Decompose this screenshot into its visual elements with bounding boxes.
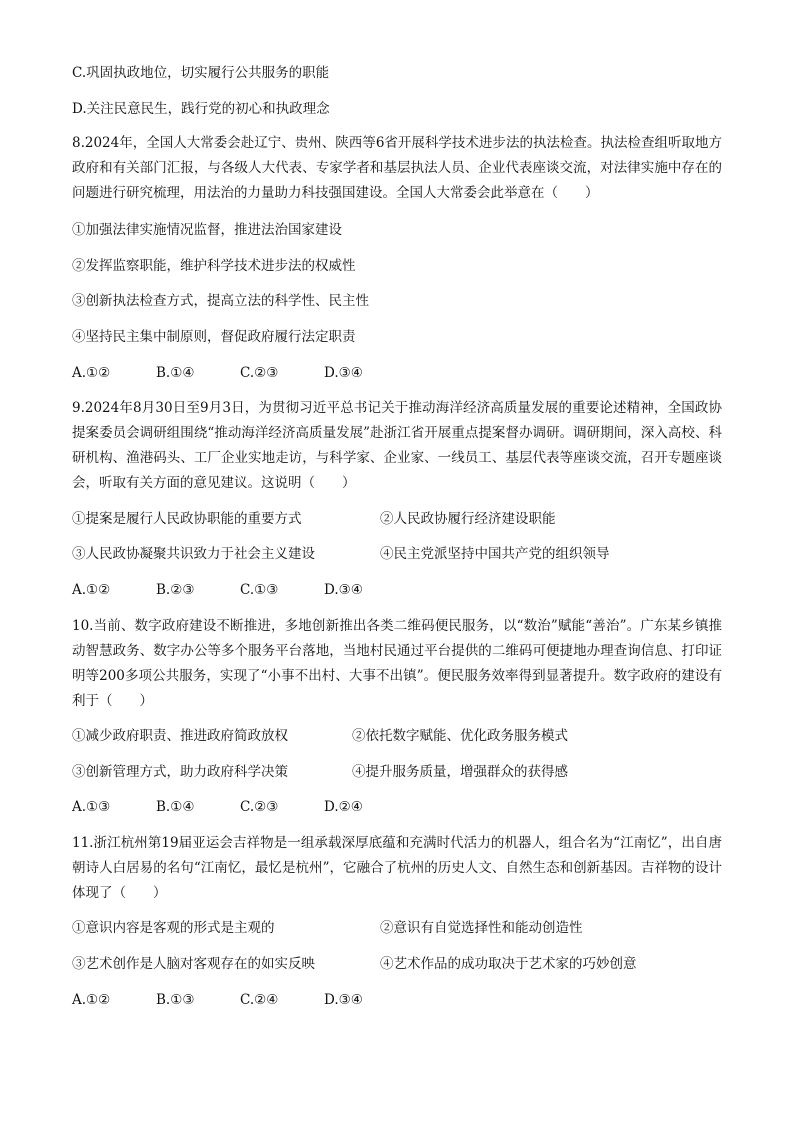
q11-choice-b: B.①③ — [156, 992, 195, 1008]
q11-choice-a: A.①② — [72, 992, 111, 1008]
q8-statement-2: ②发挥监察职能，维护科学技术进步法的权威性 — [72, 258, 356, 274]
q10-statement-1: ①减少政府职责、推进政府简政放权 — [72, 728, 288, 744]
q8-choice-b: B.①④ — [156, 365, 195, 381]
q8-statement-1: ①加强法律实施情况监督，推进法治国家建设 — [72, 222, 342, 238]
q10-statement-2: ②依托数字赋能、优化政务服务模式 — [352, 728, 568, 744]
q9-choice-b: B.②③ — [156, 582, 195, 598]
q11-statement-1: ①意识内容是客观的形式是主观的 — [72, 920, 275, 936]
question-8-stem: 8.2024年，全国人大常委会赴辽宁、贵州、陕西等6省开展科学技术进步法的执法检查。执法检查组听取地方政府和有关部门汇报，与各级人大代表、专家学者和基层执法人员、企业代表座谈交流，对法律实施中存在的问题进行研究梳理，用法治的力量助力科技强国建设。全国人大常委会此举意在（ ） — [72, 135, 722, 201]
question-9-stem: 9.2024年8月30日至9月3日，为贯彻习近平总书记关于推动海洋经济高质量发展的重要论述精神，全国政协提案委员会调研组围绕“推动海洋经济高质量发展”赴浙江省开展重点提案督办调研。调研期间，深入高校、科研机构、渔港码头、工厂企业实地走访，与科学家、企业家、一线员工、基层代表等座谈交流，召开专题座谈会，听取有关方面的意见建议。这说明（ ） — [72, 400, 722, 491]
q11-statement-2: ②意识有自觉选择性和能动创造性 — [380, 920, 583, 936]
q8-choice-a: A.①② — [72, 365, 111, 381]
q11-choice-d: D.③④ — [324, 992, 363, 1008]
q8-choice-d: D.③④ — [324, 365, 363, 381]
q11-choice-c: C.②④ — [240, 992, 279, 1008]
q9-statement-3: ③人民政协凝聚共识致力于社会主义建设 — [72, 546, 315, 562]
q8-choice-c: C.②③ — [240, 365, 279, 381]
q9-statement-2: ②人民政协履行经济建设职能 — [380, 511, 556, 527]
q8-statement-3: ③创新执法检查方式，提高立法的科学性、民主性 — [72, 293, 369, 309]
q10-choice-c: C.②③ — [240, 799, 279, 815]
question-10-stem: 10.当前、数字政府建设不断推进，多地创新推出各类二维码便民服务，以“数治”赋能“善治”。广东某乡镇推动智慧政务、数字办公等多个服务平台落地，当地村民通过平台提供的二维码可便捷地办理查询信息、打印证明等200多项公共服务，实现了“小事不出村、大事不出镇”。便民服务效率得到显著提升。数字政府的建设有利于（ ） — [72, 618, 722, 709]
q10-choice-a: A.①③ — [72, 799, 111, 815]
q10-statement-4: ④提升服务质量，增强群众的获得感 — [352, 764, 568, 780]
q9-choice-c: C.①③ — [240, 582, 279, 598]
prev-option-d: D.关注民意民生，践行党的初心和执政理念 — [72, 101, 330, 117]
q10-statement-3: ③创新管理方式，助力政府科学决策 — [72, 764, 288, 780]
q9-statement-4: ④民主党派坚持中国共产党的组织领导 — [380, 546, 610, 562]
q9-choice-a: A.①② — [72, 582, 111, 598]
question-11-stem: 11.浙江杭州第19届亚运会吉祥物是一组承载深厚底蕴和充满时代活力的机器人，组合名为“江南忆”，出自唐朝诗人白居易的名句“江南忆，最忆是杭州”，它融合了杭州的历史人文、自然生态和创新基因。吉祥物的设计体现了（ ） — [72, 835, 722, 901]
q9-choice-d: D.③④ — [324, 582, 363, 598]
q11-statement-3: ③艺术创作是人脑对客观存在的如实反映 — [72, 956, 315, 972]
q9-statement-1: ①提案是履行人民政协职能的重要方式 — [72, 511, 302, 527]
prev-option-c: C.巩固执政地位，切实履行公共服务的职能 — [72, 65, 330, 81]
q8-statement-4: ④坚持民主集中制原则，督促政府履行法定职责 — [72, 329, 356, 345]
q11-statement-4: ④艺术作品的成功取决于艺术家的巧妙创意 — [380, 956, 637, 972]
q10-choice-d: D.②④ — [324, 799, 363, 815]
q10-choice-b: B.①④ — [156, 799, 195, 815]
